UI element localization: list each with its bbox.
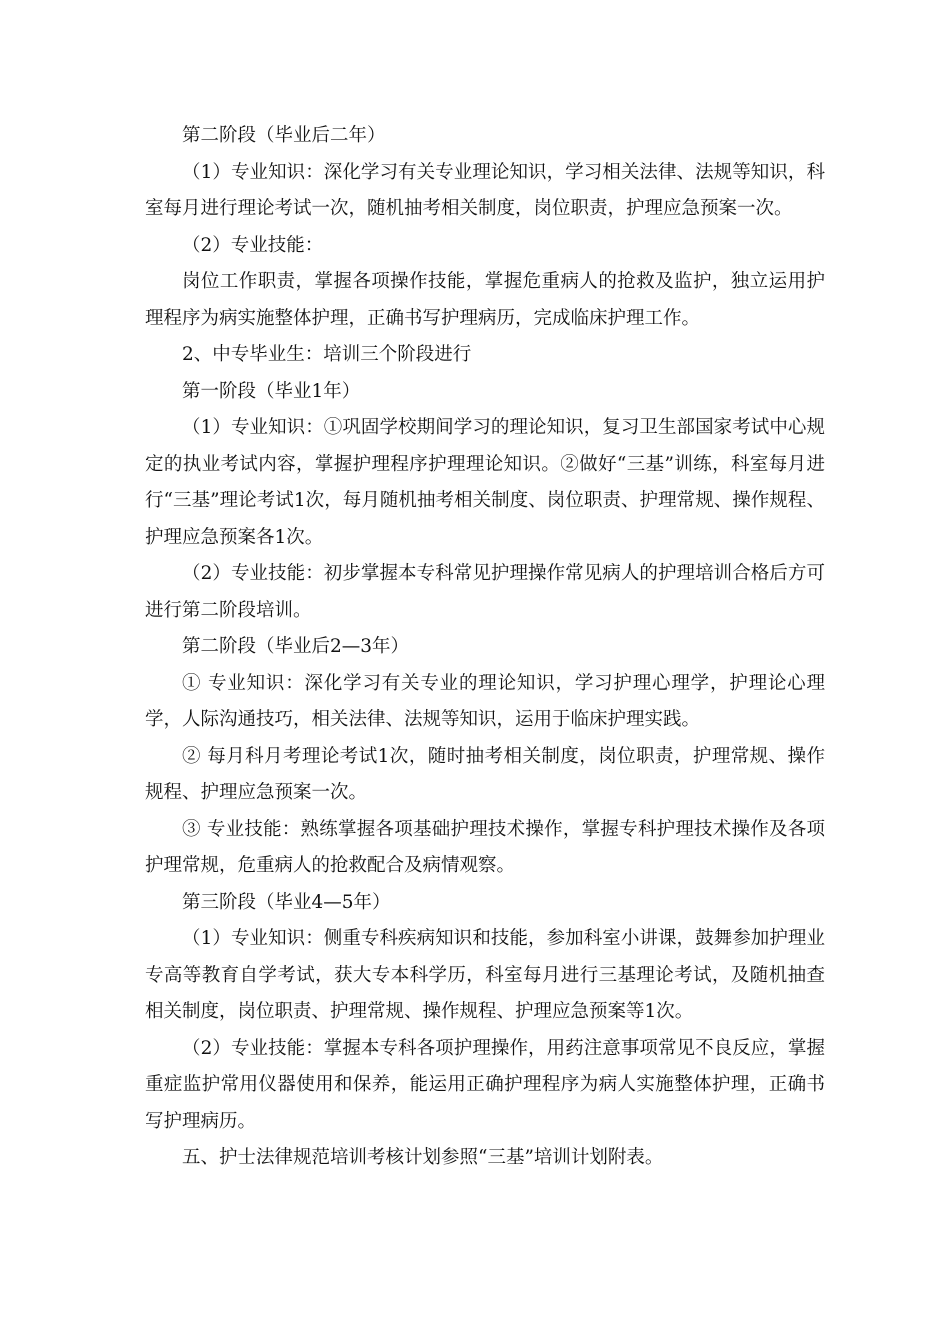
paragraph-stage-two-knowledge: ① 专业知识：深化学习有关专业的理论知识，学习护理心理学，护理论心理学，人际沟通技巧，相关法律、法规等知识，运用于临床护理实践。 xyxy=(145,672,825,730)
paragraph-stage-two-skills: ③ 专业技能：熟练掌握各项基础护理技术操作，掌握专科护理技术操作及各项护理常规，危重病人的抢救配合及病情观察。 xyxy=(145,818,825,876)
paragraph-professional-skills-label: （2）专业技能： xyxy=(182,234,324,256)
paragraph-stage-two-exams: ② 每月科月考理论考试1次，随时抽考相关制度，岗位职责，护理常规、操作规程、护理应急预案一次。 xyxy=(145,745,825,803)
paragraph-professional-knowledge: （1）专业知识：深化学习有关专业理论知识，学习相关法律、法规等知识，科室每月进行理论考试一次，随机抽考相关制度，岗位职责，护理应急预案一次。 xyxy=(145,161,825,219)
paragraph-stage-one-skills: （2）专业技能：初步掌握本专科常见护理操作常见病人的护理培训合格后方可进行第二阶段培训。 xyxy=(145,563,825,621)
paragraph-section-five: 五、护士法律规范培训考核计划参照“三基”培训计划附表。 xyxy=(182,1147,664,1168)
paragraph-stage-three-skills: （2）专业技能：掌握本专科各项护理操作，用药注意事项常见不良反应，掌握重症监护常用仪器使用和保养，能运用正确护理程序为病人实施整体护理，正确书写护理病历。 xyxy=(145,1037,825,1132)
paragraph-stage-two-b-heading: 第二阶段（毕业后2—3年） xyxy=(182,636,410,657)
paragraph-stage-two-heading: 第二阶段（毕业后二年） xyxy=(182,125,386,146)
paragraph-stage-three-heading: 第三阶段（毕业4—5年） xyxy=(182,891,391,913)
paragraph-secondary-graduates: 2、中专毕业生：培训三个阶段进行 xyxy=(182,344,472,365)
paragraph-stage-three-knowledge: （1）专业知识：侧重专科疾病知识和技能，参加科室小讲课，鼓舞参加护理业专高等教育自学考试，获大专本科学历，科室每月进行三基理论考试，及随机抽查相关制度，岗位职责、护理常规、操作规程、护理应急预案等1次。 xyxy=(145,928,825,1022)
document-body xyxy=(145,118,825,1177)
paragraph-stage-one-knowledge: （1）专业知识：①巩固学校期间学习的理论知识，复习卫生部国家考试中心规定的执业考试内容，掌握护理程序护理理论知识。②做好“三基”训练，科室每月进行“三基”理论考试1次，每月随机抽考相关制度、岗位职责、护理常规、操作规程、护理应急预案各1次。 xyxy=(145,417,825,548)
paragraph-job-duties: 岗位工作职责，掌握各项操作技能，掌握危重病人的抢救及监护，独立运用护理程序为病实施整体护理，正确书写护理病历，完成临床护理工作。 xyxy=(145,271,825,329)
paragraph-stage-one-heading: 第一阶段（毕业1年） xyxy=(182,380,361,402)
